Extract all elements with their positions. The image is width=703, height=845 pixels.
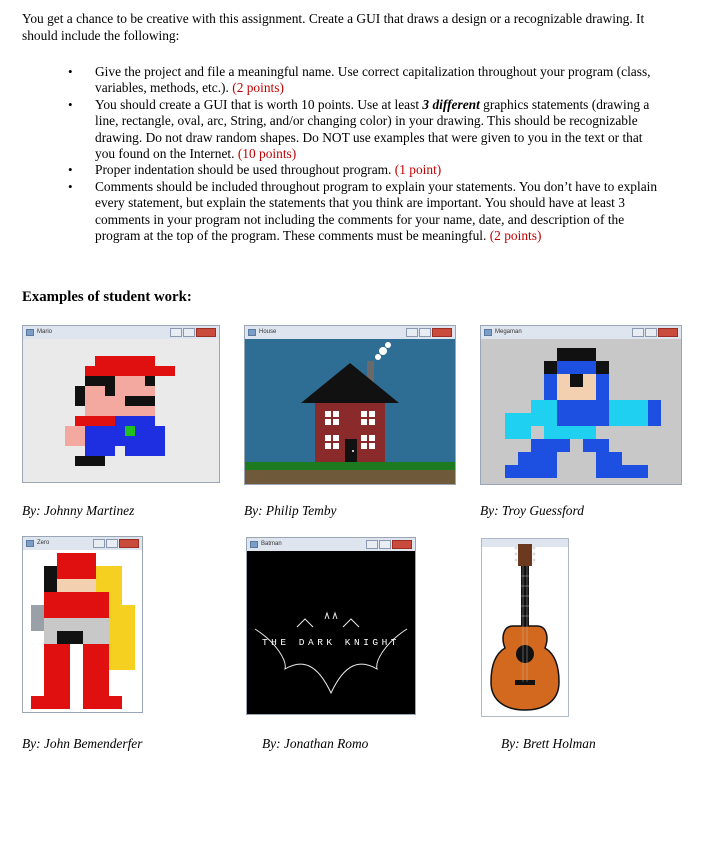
close-icon	[196, 328, 216, 337]
zero-drawing	[31, 553, 135, 709]
example-caption: By: Jonathan Romo	[262, 736, 369, 751]
example-window-guitar	[481, 538, 569, 717]
requirement-item	[68, 97, 658, 163]
close-icon	[119, 539, 139, 548]
example-caption: By: Johnny Martinez	[22, 503, 135, 518]
java-icon	[248, 329, 256, 336]
requirements-list	[68, 64, 658, 244]
window-titlebar	[23, 326, 219, 339]
window-controls	[405, 328, 452, 337]
window-controls	[92, 539, 139, 548]
requirement-item	[68, 179, 658, 245]
guitar-drawing	[485, 542, 567, 714]
points-label: (2 points)	[489, 228, 542, 244]
minimize-icon	[366, 540, 378, 549]
batman-title-text: THE DARK KNIGHT	[261, 637, 401, 648]
window-title: Mario	[37, 329, 53, 335]
java-icon	[250, 541, 258, 548]
maximize-icon	[106, 539, 118, 548]
example-window-batman	[246, 537, 416, 715]
java-icon	[26, 540, 34, 547]
points-label: (2 points)	[232, 80, 284, 96]
requirement-item	[68, 162, 658, 178]
requirement-text: You should create a GUI that is worth 10 points. Use at least	[95, 96, 423, 112]
example-caption: By: Troy Guessford	[480, 503, 584, 518]
window-title: Batman	[261, 541, 282, 547]
requirement-text: Give the project and file a meaningful name. Use correct capitalization throughout your program (class, variables, methods, etc.).	[95, 64, 651, 96]
batman-drawing	[247, 551, 415, 714]
window-titlebar	[247, 538, 415, 551]
close-icon	[658, 328, 678, 337]
example-window-zero	[22, 536, 143, 713]
examples-heading: Examples of student work:	[22, 289, 192, 305]
close-icon	[392, 540, 412, 549]
minimize-icon	[93, 539, 105, 548]
assignment-intro: You get a chance to be creative with this assignment. Create a GUI that draws a design or a recognizable drawing. It should include the following:	[22, 11, 645, 43]
minimize-icon	[632, 328, 644, 337]
maximize-icon	[645, 328, 657, 337]
window-title: Zero	[37, 540, 50, 546]
example-window-megaman	[480, 325, 682, 485]
window-titlebar	[245, 326, 455, 339]
java-icon	[484, 329, 492, 336]
points-label: (10 points)	[237, 146, 297, 162]
bullet-icon: •	[68, 162, 73, 178]
window-controls	[631, 328, 678, 337]
example-window-mario	[22, 325, 220, 483]
requirement-text: Comments should be included throughout program to explain your statements. You don’t have to explain every statement, but explain the statements that you think are important. You should have at least 3 comments in your program not including the comments for your name, date, and description of the program at the top of the program. These comments must be meaningful.	[95, 178, 658, 244]
points-label: (1 point)	[394, 162, 442, 178]
window-title: Megaman	[495, 329, 522, 335]
minimize-icon	[406, 328, 418, 337]
example-window-house	[244, 325, 456, 485]
window-title: House	[259, 329, 277, 335]
mario-drawing	[65, 356, 185, 466]
maximize-icon	[183, 328, 195, 337]
house-drawing	[245, 339, 455, 484]
minimize-icon	[170, 328, 182, 337]
java-icon	[26, 329, 34, 336]
example-caption: By: Brett Holman	[501, 736, 596, 751]
requirement-emphasis: 3 different	[422, 96, 480, 112]
requirement-text: Proper indentation should be used throughout program.	[95, 162, 392, 178]
bullet-icon: •	[68, 96, 73, 112]
bullet-icon: •	[68, 178, 73, 194]
window-controls	[365, 540, 412, 549]
window-controls	[169, 328, 216, 337]
close-icon	[432, 328, 452, 337]
window-titlebar	[481, 326, 681, 339]
maximize-icon	[379, 540, 391, 549]
megaman-drawing	[505, 348, 661, 478]
maximize-icon	[419, 328, 431, 337]
window-titlebar	[23, 537, 142, 550]
requirement-text: graphics statements (drawing a line, rectangle, oval, arc, String, and/or changing color) in your drawing. This should be recognizable drawing. Do not draw random shapes. Do NOT use examples that were given to you in the text or that you found on the Internet.	[95, 96, 650, 162]
example-caption: By: John Bemenderfer	[22, 736, 143, 751]
example-caption: By: Philip Temby	[244, 503, 337, 518]
bullet-icon: •	[68, 64, 73, 79]
requirement-item	[68, 64, 658, 97]
